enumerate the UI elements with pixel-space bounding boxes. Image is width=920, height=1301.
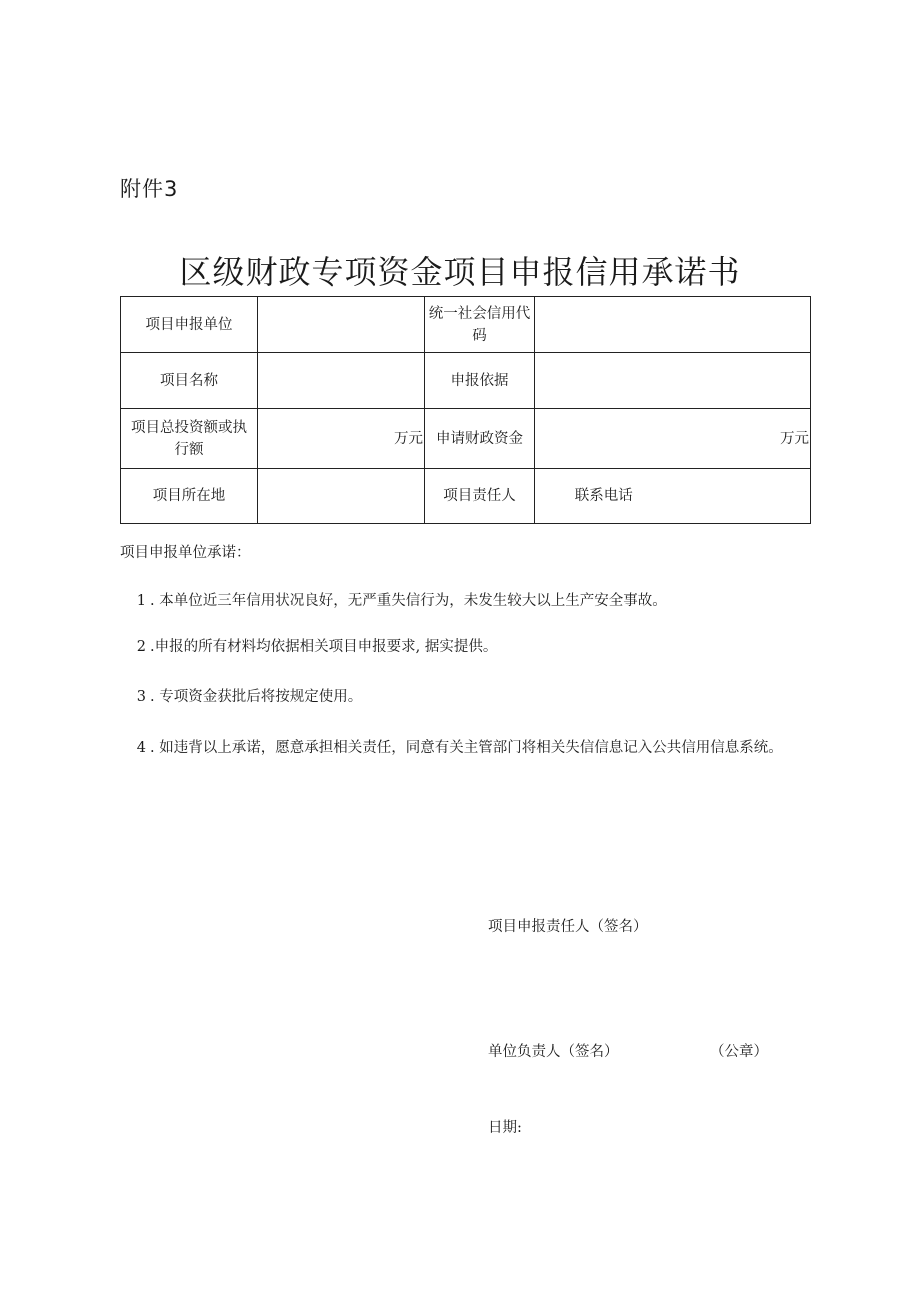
project-lead-label: 项目责任人 <box>425 469 535 524</box>
project-name-label: 项目名称 <box>121 353 258 409</box>
unit-head-signature: 单位负责人（签名） <box>488 1044 619 1060</box>
applicant-unit-label: 项目申报单位 <box>121 297 258 353</box>
location-field[interactable] <box>258 469 425 524</box>
promise-heading: 项目申报单位承诺： <box>120 545 251 561</box>
fiscal-fund-field[interactable] <box>535 409 811 469</box>
application-form-table <box>120 296 811 524</box>
total-investment-label: 项目总投资额或执行额 <box>121 409 258 469</box>
official-seal: （公章） <box>710 1044 768 1060</box>
fiscal-fund-label: 申请财政资金 <box>425 409 535 469</box>
promise-item: 4 . 如违背以上承诺，愿意承担相关责任，同意有关主管部门将相关失信信息记入公共信用信息系统。 <box>136 740 783 756</box>
location-label: 项目所在地 <box>121 469 258 524</box>
promise-item: 3 . 专项资金获批后将按规定使用。 <box>136 689 363 705</box>
credit-code-field[interactable] <box>535 297 811 353</box>
document-title: 区级财政专项资金项目申报信用承诺书 <box>179 253 741 292</box>
phone-label: 联系电话 <box>535 469 673 524</box>
table-row <box>121 469 811 524</box>
phone-field[interactable] <box>673 469 811 524</box>
total-investment-unit: 万元 <box>394 430 423 447</box>
promise-item: 2 .申报的所有材料均依据相关项目申报要求, 据实提供。 <box>136 639 498 655</box>
responsible-person-signature: 项目申报责任人（签名） <box>488 919 648 935</box>
basis-label: 申报依据 <box>425 353 535 409</box>
credit-code-label: 统一社会信用代码 <box>425 297 535 353</box>
table-row <box>121 297 811 353</box>
basis-field[interactable] <box>535 353 811 409</box>
table-row <box>121 409 811 469</box>
table-row <box>121 353 811 409</box>
project-name-field[interactable] <box>258 353 425 409</box>
promise-item: 1 . 本单位近三年信用状况良好，无严重失信行为，未发生较大以上生产安全事故。 <box>136 593 667 609</box>
applicant-unit-field[interactable] <box>258 297 425 353</box>
attachment-label: 附件3 <box>120 177 179 201</box>
fiscal-fund-unit: 万元 <box>780 430 809 447</box>
date-label: 日期: <box>488 1120 522 1136</box>
total-investment-field[interactable] <box>258 409 425 469</box>
